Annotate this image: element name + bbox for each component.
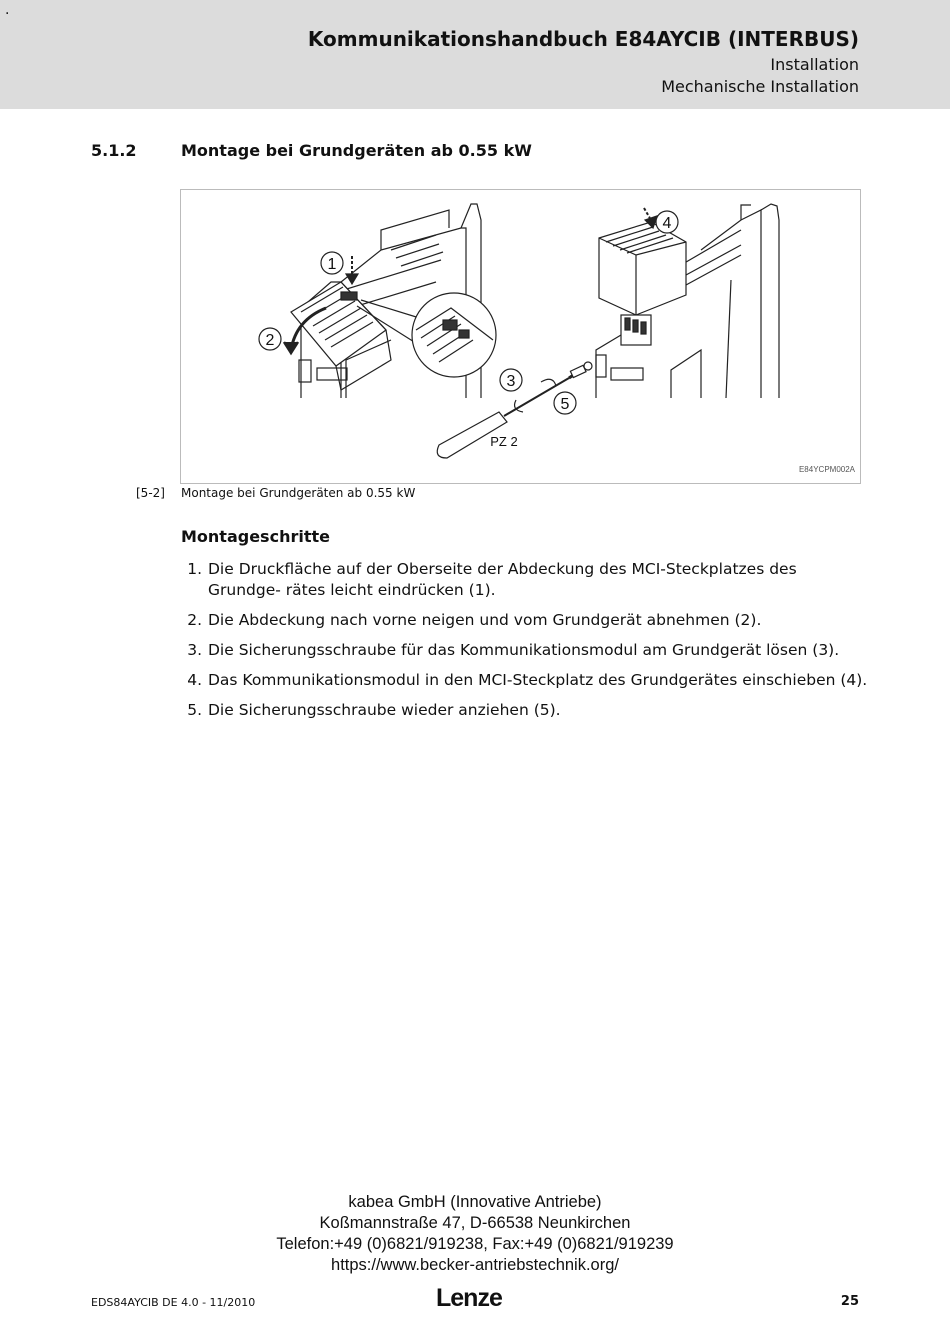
figure-code: E84YCPM002A — [798, 465, 855, 474]
step-text: Die Sicherungsschraube wieder anziehen (5). — [208, 701, 561, 719]
step-number: 1. — [187, 560, 202, 578]
step-text: Die Druckfläche auf der Oberseite der Abdeckung des MCI-Steckplatzes des Grundge- rätes leicht eindrücken (1). — [208, 560, 797, 599]
figure-caption: Montage bei Grundgeräten ab 0.55 kW — [181, 486, 416, 500]
document-code: EDS84AYCIB DE 4.0 - 11/2010 — [91, 1296, 256, 1309]
address-phone: Telefon:+49 (0)6821/919238, Fax:+49 (0)6821/919239 — [276, 1235, 674, 1253]
callout-2: 2 — [265, 332, 275, 349]
handbook-title: Kommunikationshandbuch E84AYCIB (INTERBUS) — [307, 27, 859, 51]
list-item — [181, 559, 871, 601]
list-item — [181, 640, 871, 661]
page-header — [0, 0, 950, 109]
step-number: 2. — [187, 611, 202, 629]
list-item — [181, 700, 871, 721]
callout-1: 1 — [327, 256, 337, 273]
address-street: Koßmannstraße 47, D-66538 Neunkirchen — [319, 1214, 631, 1232]
lenze-logo-icon — [436, 1284, 516, 1310]
step-number: 3. — [187, 641, 202, 659]
step-text: Die Sicherungsschraube für das Kommunikationsmodul am Grundgerät lösen (3). — [208, 641, 840, 659]
section-title: Montage bei Grundgeräten ab 0.55 kW — [181, 141, 532, 160]
callout-5: 5 — [560, 396, 570, 413]
screw-icon — [570, 362, 592, 378]
steps-heading: Montageschritte — [181, 527, 330, 546]
callout-4: 4 — [662, 215, 672, 232]
communication-module — [599, 222, 686, 345]
step-text: Die Abdeckung nach vorne neigen und vom Grundgerät abnehmen (2). — [208, 611, 762, 629]
address-company: kabea GmbH (Innovative Antriebe) — [348, 1193, 602, 1211]
mounting-figure — [180, 189, 861, 484]
list-item — [181, 670, 871, 691]
header-mark: . — [5, 2, 10, 18]
callout-3: 3 — [506, 373, 516, 390]
section-number: 5.1.2 — [91, 141, 137, 160]
step-number: 5. — [187, 701, 202, 719]
tool-label: PZ 2 — [490, 434, 518, 449]
chapter-title: Installation — [770, 55, 859, 74]
steps-list — [181, 559, 871, 730]
svg-text:Lenze: Lenze — [436, 1284, 502, 1310]
lenze-logo — [436, 1284, 516, 1314]
figure-number: [5-2] — [136, 486, 165, 500]
step-number: 4. — [187, 671, 202, 689]
address-website[interactable]: https://www.becker-antriebstechnik.org/ — [331, 1256, 619, 1274]
page-number: 25 — [840, 1294, 859, 1309]
step-text: Das Kommunikationsmodul in den MCI-Steckplatz des Grundgerätes einschieben (4). — [208, 671, 868, 689]
subchapter-title: Mechanische Installation — [661, 77, 859, 96]
mounting-illustration — [181, 190, 862, 485]
list-item — [181, 610, 871, 631]
